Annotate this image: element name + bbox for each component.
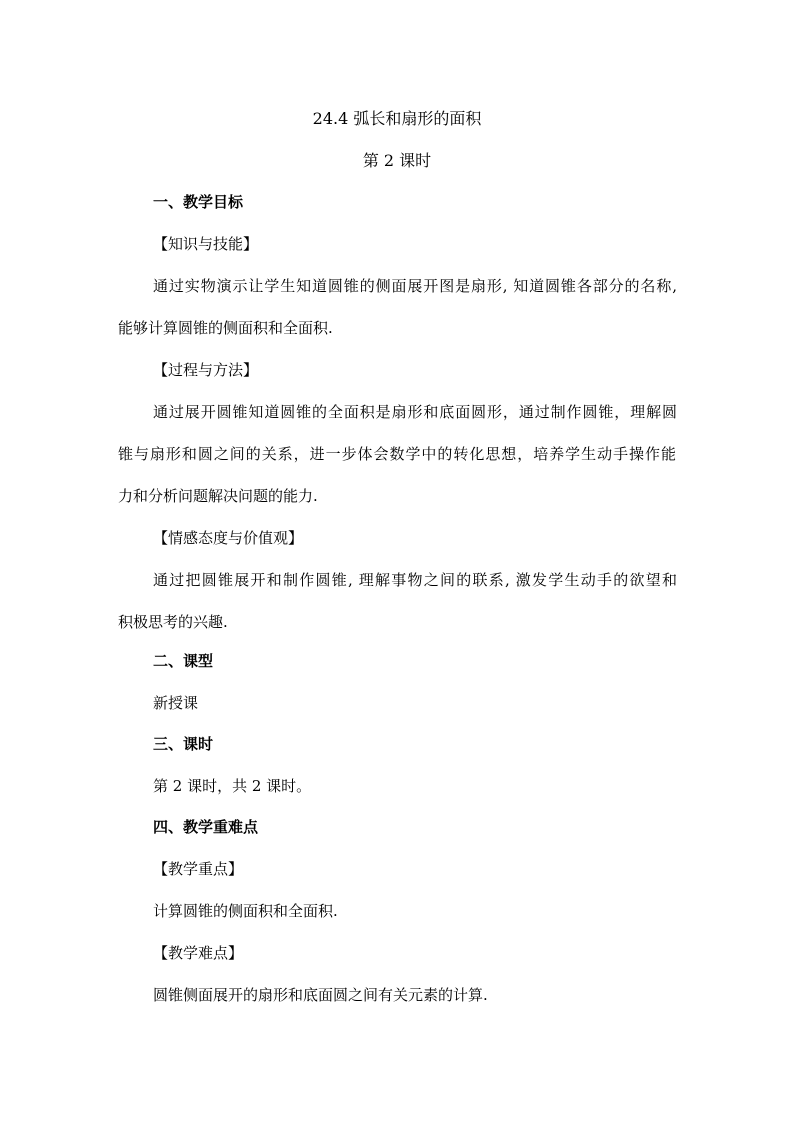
class-hours-text: 第 2 课时，共 2 课时。 — [153, 777, 312, 795]
process-method-label: 【过程与方法】 — [153, 361, 259, 379]
document-title: 24.4 弧长和扇形的面积 — [312, 109, 482, 128]
key-point-text: 计算圆锥的侧面积和全面积. — [153, 902, 338, 920]
knowledge-skills-text-line-1: 通过实物演示让学生知道圆锥的侧面展开图是扇形, 知道圆锥各部分的名称, — [153, 277, 677, 295]
document-subtitle: 第 2 课时 — [362, 151, 432, 170]
knowledge-skills-text-line-2: 能够计算圆锥的侧面积和全面积. — [118, 319, 333, 337]
section-heading-key-difficult-points: 四、教学重难点 — [153, 818, 259, 836]
section-heading-lesson-type: 二、课型 — [153, 652, 214, 670]
section-heading-class-hours: 三、课时 — [153, 735, 214, 753]
emotion-values-text-line-1: 通过把圆锥展开和制作圆锥, 理解事物之间的联系, 激发学生动手的欲望和 — [153, 571, 677, 589]
process-method-text-line-3: 力和分析问题解决问题的能力. — [118, 487, 318, 505]
section-heading-teaching-goals: 一、教学目标 — [153, 193, 244, 211]
knowledge-skills-label: 【知识与技能】 — [153, 235, 259, 253]
process-method-text-line-2: 锥与扇形和圆之间的关系，进一步体会数学中的转化思想，培养学生动手操作能 — [118, 445, 676, 463]
difficult-point-label: 【教学难点】 — [153, 944, 244, 962]
key-point-label: 【教学重点】 — [153, 860, 244, 878]
difficult-point-text: 圆锥侧面展开的扇形和底面圆之间有关元素的计算. — [153, 986, 488, 1004]
emotion-values-label: 【情感态度与价值观】 — [153, 529, 304, 547]
lesson-type-text: 新授课 — [153, 694, 199, 712]
emotion-values-text-line-2: 积极思考的兴趣. — [118, 613, 228, 631]
process-method-text-line-1: 通过展开圆锥知道圆锥的全面积是扇形和底面圆形，通过制作圆锥，理解圆 — [153, 403, 677, 421]
